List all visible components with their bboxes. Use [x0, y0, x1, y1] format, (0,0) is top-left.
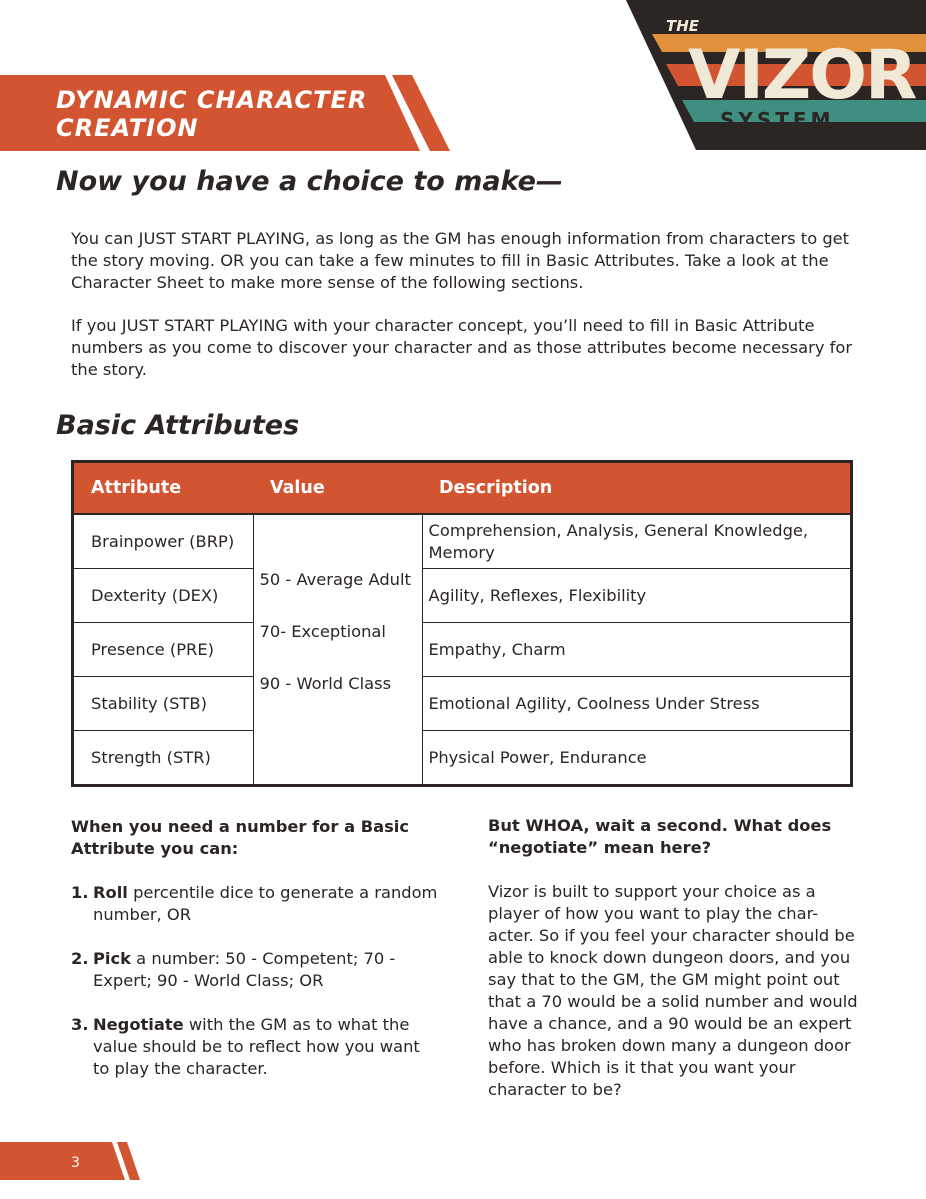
list-text: a number: 50 - Competent; 70 - Expert; 90 - World Class; OR: [93, 949, 396, 990]
list-item: [71, 882, 441, 926]
just-start-paragraph: If you JUST START PLAYING with your character concept, you’ll need to fill in Basic Attribute numbers as you come to discover your character and as those attributes become necessary for the story.: [71, 316, 853, 379]
description-cell: Comprehension, Analysis, General Knowledge, Memory: [422, 514, 852, 569]
list-number: 1.: [71, 883, 89, 902]
column-header-attribute: Attribute: [73, 462, 254, 515]
column-header-description: Description: [422, 462, 852, 515]
list-item: [71, 1014, 441, 1080]
svg-text:VIZOR: VIZOR: [688, 36, 916, 115]
list-keyword: Roll: [93, 883, 128, 902]
list-item: [71, 948, 441, 992]
attribute-cell: Dexterity (DEX): [73, 569, 254, 623]
value-line: 50 - Average Adult: [259, 570, 411, 589]
description-cell: Agility, Reflexes, Flexibility: [422, 569, 852, 623]
table-row: [73, 623, 852, 677]
negotiate-sidebar: [488, 815, 858, 1101]
table-row: [73, 514, 852, 569]
section-title: DYNAMIC CHARACTER CREATION: [56, 86, 368, 142]
vizor-logo: [626, 0, 926, 150]
description-cell: Physical Power, Endurance: [422, 731, 852, 786]
sidebar-paragraph: Vizor is built to support your choice as a player of how you want to play the char-acter. So if you feel your character should be able to knock down dungeon doors, and you say that to the GM, the GM might point out that a 70 would be a solid number and would have a chance, and a 90 would be an expert who has broken down many a dungeon door before. Which is it that you want your character to be?: [488, 882, 858, 1099]
column-header-value: Value: [253, 462, 422, 515]
table-header-row: [73, 462, 852, 515]
table-row: [73, 677, 852, 731]
svg-text:SYSTEM: SYSTEM: [720, 108, 835, 132]
list-keyword: Negotiate: [93, 1015, 184, 1034]
description-cell: Empathy, Charm: [422, 623, 852, 677]
attribute-cell: Stability (STB): [73, 677, 254, 731]
attributes-heading: Basic Attributes: [56, 410, 300, 441]
choice-heading: Now you have a choice to make—: [56, 166, 563, 197]
value-line: 90 - World Class: [259, 674, 392, 693]
attribute-cell: Presence (PRE): [73, 623, 254, 677]
list-number: 2.: [71, 949, 89, 968]
options-column: [71, 816, 441, 1102]
list-text: with the GM as to what the value should be to reflect how you want to play the character.: [93, 1015, 420, 1078]
table-row: [73, 731, 852, 786]
value-cell: [253, 514, 422, 786]
value-line: 70- Exceptional: [259, 622, 386, 641]
list-number: 3.: [71, 1015, 89, 1034]
page-number: 3: [71, 1155, 80, 1171]
attributes-table: [71, 460, 853, 787]
intro-paragraph: You can JUST START PLAYING, as long as the GM has enough information from characters to get the story moving. OR you can take a few minutes to fill in Basic Attributes. Take a look at the Character Sheet to make more sense of the following sections.: [71, 229, 850, 292]
attribute-cell: Strength (STR): [73, 731, 254, 786]
list-keyword: Pick: [93, 949, 131, 968]
list-text: percentile dice to generate a random number, OR: [93, 883, 438, 924]
description-cell: Emotional Agility, Coolness Under Stress: [422, 677, 852, 731]
svg-text:THE: THE: [666, 17, 700, 35]
sidebar-heading: But WHOA, wait a second. What does “negotiate” mean here?: [488, 816, 832, 857]
options-heading: When you need a number for a Basic Attribute you can:: [71, 817, 410, 858]
attribute-cell: Brainpower (BRP): [73, 514, 254, 569]
table-row: [73, 569, 852, 623]
options-list: [71, 882, 441, 1080]
